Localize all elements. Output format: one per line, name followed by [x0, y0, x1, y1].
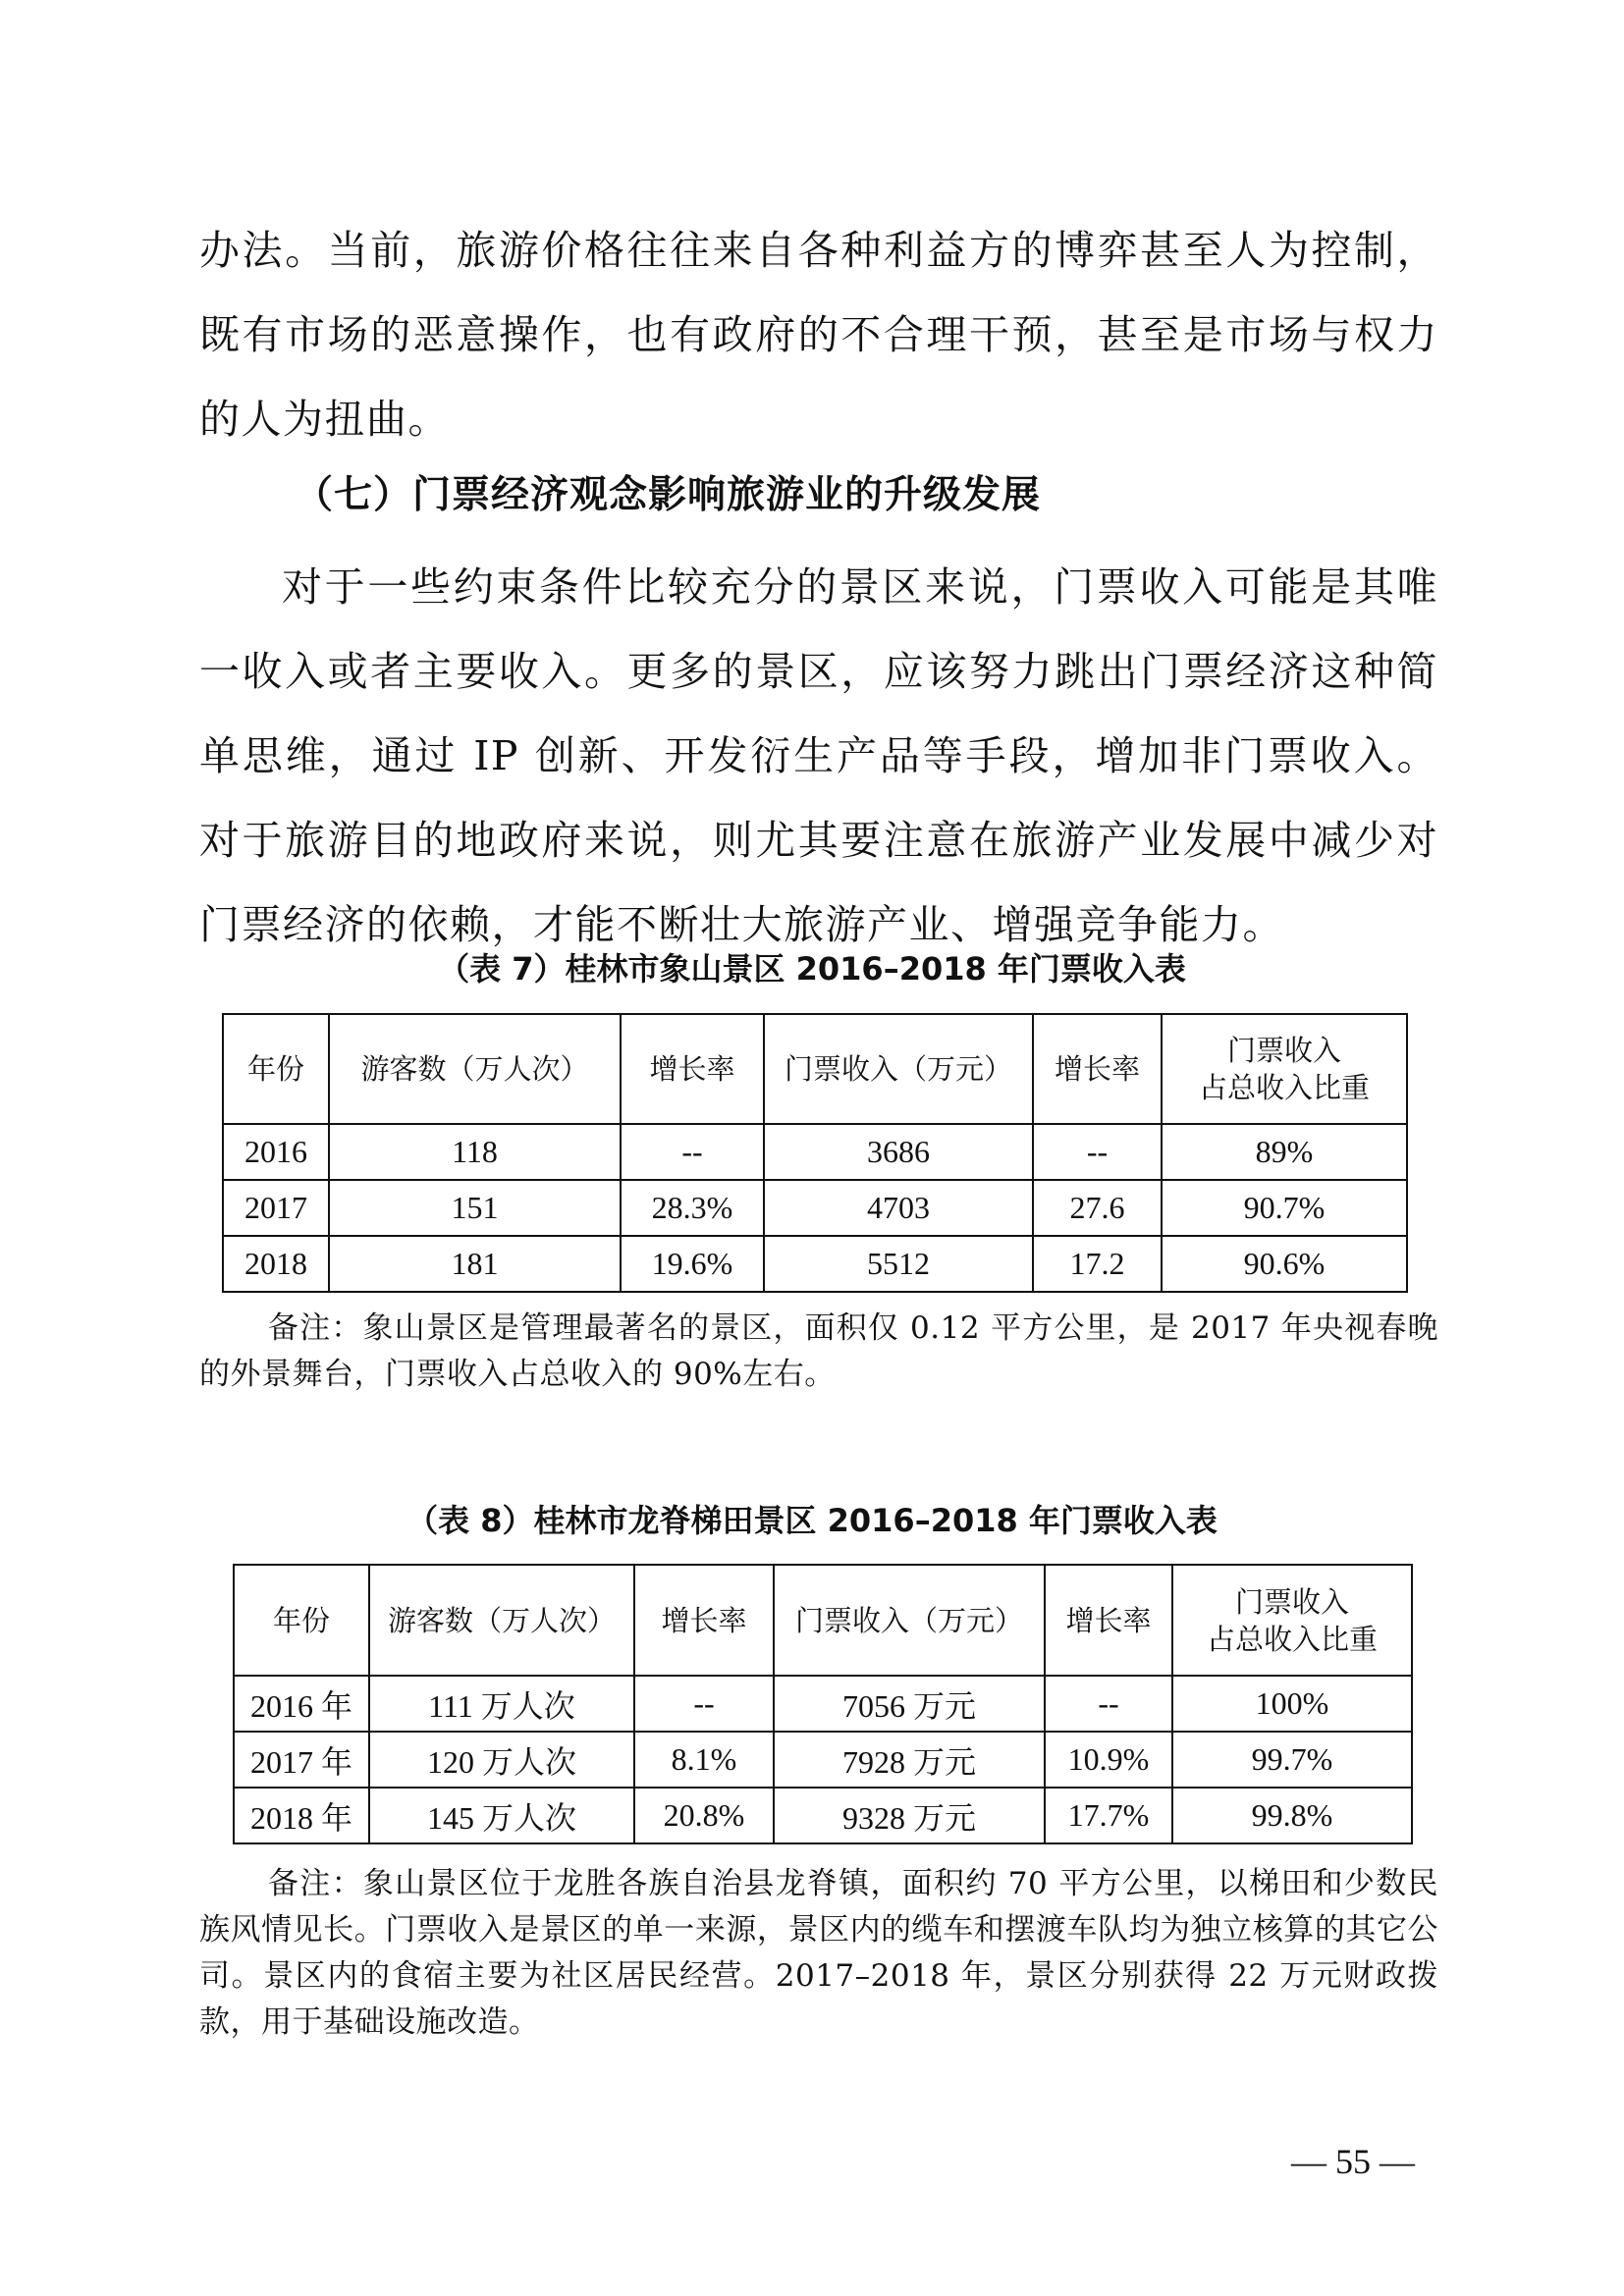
table7-header-visitor-growth: 增长率 [621, 1014, 764, 1124]
table7-cell-revenue-share: 90.6% [1162, 1236, 1407, 1292]
table8-header-row [234, 1565, 1412, 1676]
body-paragraph-2: 对于一些约束条件比较充分的景区来说，门票收入可能是其唯一收入或者主要收入。更多的景区，应该努力跳出门票经济这种简单思维，通过 IP 创新、开发衍生产品等手段，增加非门票收入。对于旅游目的地政府来说，则尤其要注意在旅游产业发展中减少对门票经济的依赖，才能不断壮大旅游产业、增强竞争能力。 [199, 563, 1438, 948]
table8-cell-visitors: 120 万人次 [369, 1732, 634, 1788]
table-row [223, 1180, 1407, 1236]
table7-cell-ticket-revenue: 3686 [764, 1124, 1033, 1180]
table7-cell-year: 2016 [223, 1124, 329, 1180]
table7-header-year: 年份 [223, 1014, 329, 1124]
table8-cell-ticket-revenue: 7056 万元 [774, 1676, 1045, 1732]
table7-cell-ticket-revenue: 4703 [764, 1180, 1033, 1236]
table8-cell-year: 2016 年 [234, 1676, 369, 1732]
table7-cell-revenue-growth: 17.2 [1033, 1236, 1162, 1292]
table7-note: 备注：象山景区是管理最著名的景区，面积仅 0.12 平方公里，是 2017 年央视春晚的外景舞台，门票收入占总收入的 90%左右。 [199, 1310, 1438, 1392]
table8-cell-revenue-share: 99.7% [1172, 1732, 1412, 1788]
table7-header-revenue-share-line2: 占总收入比重 [1198, 1071, 1370, 1104]
table7-cell-visitor-growth: -- [621, 1124, 764, 1180]
table8-cell-ticket-revenue: 9328 万元 [774, 1788, 1045, 1843]
table7-header-ticket-revenue: 门票收入（万元） [764, 1014, 1033, 1124]
table8-header-revenue-share-line2: 占总收入比重 [1206, 1622, 1378, 1656]
table7-cell-visitor-growth: 19.6% [621, 1236, 764, 1292]
table-row [234, 1788, 1412, 1843]
table7 [222, 1013, 1408, 1293]
table8-cell-revenue-growth: 17.7% [1045, 1788, 1172, 1843]
table8-cell-year: 2017 年 [234, 1732, 369, 1788]
table8-cell-revenue-growth: -- [1045, 1676, 1172, 1732]
table8-cell-visitor-growth: -- [634, 1676, 774, 1732]
table8-cell-year: 2018 年 [234, 1788, 369, 1843]
table8-header-revenue-growth: 增长率 [1045, 1565, 1172, 1676]
table8-header-visitors: 游客数（万人次） [369, 1565, 634, 1676]
table7-header-visitors: 游客数（万人次） [329, 1014, 621, 1124]
table8-header-year: 年份 [234, 1565, 369, 1676]
table7-cell-year: 2017 [223, 1180, 329, 1236]
table8-cell-visitors: 145 万人次 [369, 1788, 634, 1843]
table-row [223, 1236, 1407, 1292]
table8-caption: （表 8）桂林市龙脊梯田景区 2016–2018 年门票收入表 [406, 1502, 1218, 1539]
table8-cell-visitor-growth: 20.8% [634, 1788, 774, 1843]
table8-cell-revenue-share: 99.8% [1172, 1788, 1412, 1843]
table7-header-revenue-share [1162, 1014, 1407, 1124]
table7-cell-visitor-growth: 28.3% [621, 1180, 764, 1236]
table7-cell-revenue-share: 89% [1162, 1124, 1407, 1180]
table7-cell-visitors: 181 [329, 1236, 621, 1292]
table8-cell-revenue-growth: 10.9% [1045, 1732, 1172, 1788]
table7-cell-visitors: 118 [329, 1124, 621, 1180]
table8-cell-visitors: 111 万人次 [369, 1676, 634, 1732]
page-number: — 55 — [1291, 2142, 1415, 2181]
table8-header-ticket-revenue: 门票收入（万元） [774, 1565, 1045, 1676]
table7-cell-revenue-share: 90.7% [1162, 1180, 1407, 1236]
table8-header-visitor-growth: 增长率 [634, 1565, 774, 1676]
table-row [234, 1732, 1412, 1788]
table-row [223, 1124, 1407, 1180]
table8-note: 备注：象山景区位于龙胜各族自治县龙脊镇，面积约 70 平方公里，以梯田和少数民族风情见长。门票收入是景区的单一来源，景区内的缆车和摆渡车队均为独立核算的其它公司。景区内的食宿主要为社区居民经营。2017–2018 年，景区分别获得 22 万元财政拨款，用于基础设施改造。 [199, 1866, 1438, 2040]
body-paragraph-1: 办法。当前，旅游价格往往来自各种利益方的博弈甚至人为控制，既有市场的恶意操作，也有政府的不合理干预，甚至是市场与权力的人为扭曲。 [199, 227, 1438, 443]
table7-caption: （表 7）桂林市象山景区 2016–2018 年门票收入表 [438, 950, 1186, 988]
table8-header-revenue-share [1172, 1565, 1412, 1676]
table8-header-revenue-share-line1: 门票收入 [1234, 1584, 1349, 1619]
table8-cell-ticket-revenue: 7928 万元 [774, 1732, 1045, 1788]
table7-cell-ticket-revenue: 5512 [764, 1236, 1033, 1292]
table7-cell-year: 2018 [223, 1236, 329, 1292]
table7-cell-revenue-growth: -- [1033, 1124, 1162, 1180]
table-row [234, 1676, 1412, 1732]
table8-cell-visitor-growth: 8.1% [634, 1732, 774, 1788]
table7-header-revenue-growth: 增长率 [1033, 1014, 1162, 1124]
table7-header-row [223, 1014, 1407, 1124]
section-heading: （七）门票经济观念影响旅游业的升级发展 [295, 473, 1042, 517]
table7-cell-visitors: 151 [329, 1180, 621, 1236]
table7-header-revenue-share-line1: 门票收入 [1226, 1034, 1341, 1067]
table8-cell-revenue-share: 100% [1172, 1676, 1412, 1732]
table8 [233, 1564, 1413, 1844]
table7-cell-revenue-growth: 27.6 [1033, 1180, 1162, 1236]
